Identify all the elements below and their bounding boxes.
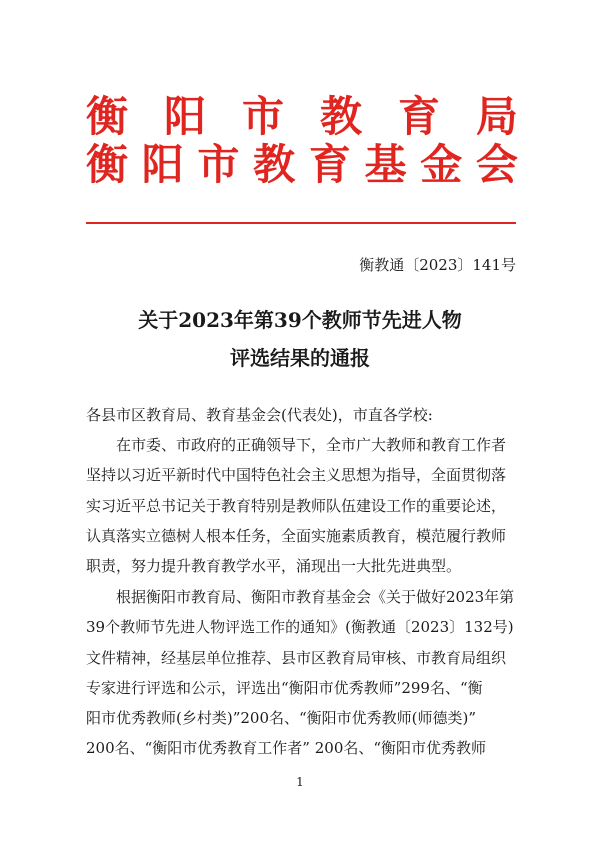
issuer-header-line1	[86, 92, 518, 142]
document-title-line1: 关于2023年第39个教师节先进人物	[138, 308, 462, 332]
paragraph-2-line: 200名、“衡阳市优秀教育工作者” 200名、“衡阳市优秀教师	[86, 739, 487, 758]
header-char: 教	[253, 140, 296, 189]
paragraph-2	[86, 582, 516, 764]
header-char: 衡	[86, 140, 129, 189]
salutation: 各县市区教育局、教育基金会(代表处)，市直各学校:	[86, 406, 433, 424]
header-char: 会	[475, 140, 518, 189]
paragraph-1	[86, 430, 516, 581]
paragraph-2-line: 39个教师节先进人物评选工作的通知》(衡教通〔2023〕132号)	[86, 618, 514, 637]
paragraph-2-line: 阳市优秀教师(乡村类)”200名、“衡阳市优秀教师(师德类)”	[86, 709, 477, 728]
document-number: 衡教通〔2023〕141号	[359, 256, 516, 274]
header-char: 阳	[163, 92, 206, 141]
header-char: 市	[197, 140, 240, 189]
paragraph-1-line: 实习近平总书记关于教育特别是教师队伍建设工作的重要论述，	[86, 496, 507, 515]
header-char: 育	[308, 140, 351, 189]
document-title-line2: 评选结果的通报	[230, 346, 370, 370]
header-char: 教	[319, 92, 362, 141]
header-red-rule	[86, 222, 516, 224]
paragraph-1-line: 坚持以习近平新时代中国特色社会主义思想为指导，全面贯彻落	[86, 466, 507, 485]
header-char: 金	[420, 140, 463, 189]
paragraph-2-line: 根据衡阳市教育局、衡阳市教育基金会《关于做好2023年第	[116, 588, 515, 606]
header-char: 阳	[141, 140, 184, 189]
paragraph-2-line: 专家进行评选和公示，评选出“衡阳市优秀教师”299名、“衡	[86, 678, 483, 697]
issuer-header-line2	[86, 140, 518, 190]
paragraph-2-line: 文件精神，经基层单位推荐、县市区教育局审核、市教育局组织	[86, 648, 507, 667]
paragraph-1-line: 认真落实立德树人根本任务，全面实施素质教育，模范履行教师	[86, 526, 507, 545]
paragraph-1-line: 在市委、市政府的正确领导下，全市广大教师和教育工作者	[116, 436, 507, 454]
page-number: 1	[296, 775, 304, 789]
header-char: 衡	[86, 92, 129, 141]
header-char: 市	[241, 92, 284, 141]
paragraph-1-line: 职责，努力提升教育教学水平，涌现出一大批先进典型。	[86, 557, 462, 576]
header-char: 局	[475, 92, 518, 141]
header-char: 基	[364, 140, 407, 189]
header-char: 育	[397, 92, 440, 141]
